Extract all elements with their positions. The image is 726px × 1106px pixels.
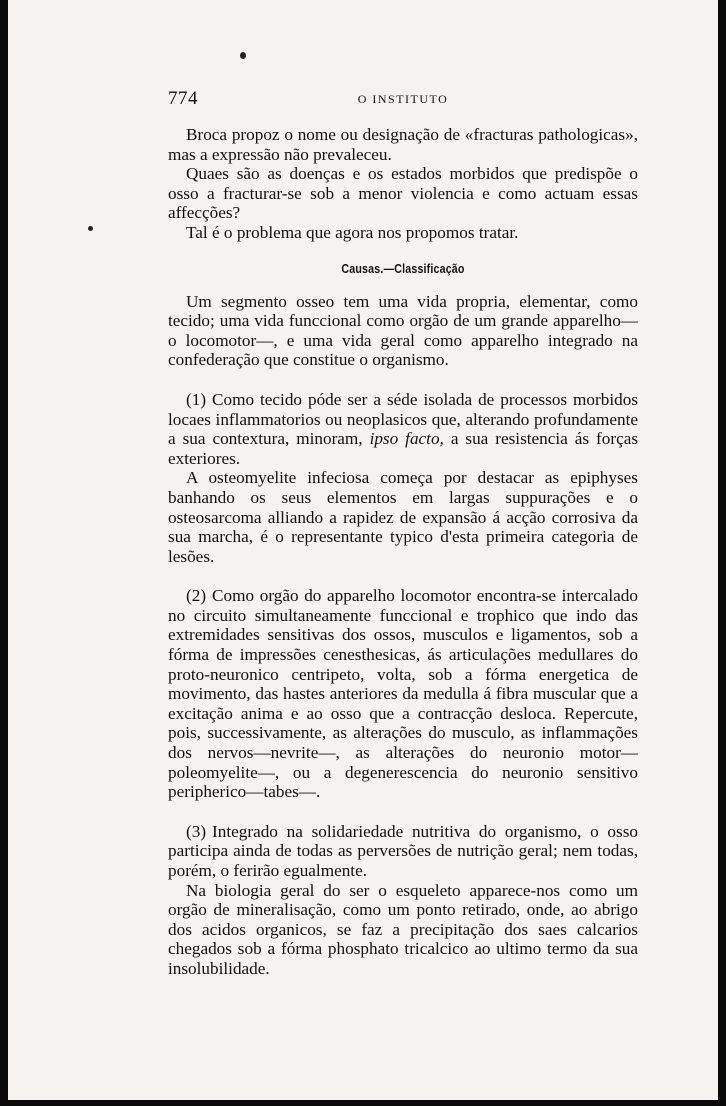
page-number: 774 <box>168 88 198 109</box>
intro-paragraph-3: Tal é o problema que agora nos propomos tratar. <box>186 222 519 242</box>
ink-speck <box>240 52 246 59</box>
item-1-text-after: a sua resistencia ás forças exteriores. <box>168 429 639 468</box>
item-2-paragraph <box>168 586 638 802</box>
item-3-followup: Na biologia geral do ser o esqueleto apparece-nos como um orgão de mineralisação, como um ponto retirado, onde, ao abrigo dos acidos organicos, se faz a precipitação dos saes calcarios chegados sob a fórma phosphato tricalcico ao ultimo termo da sua insolubilidade. <box>168 880 638 978</box>
item-2-text: Como orgão do apparelho locomotor encontra-se intercalado no circuito simultaneamente funccional e trophico que indo das extremidades sensitivas dos ossos, musculos e ligamentos, sob a fórma de impressões cenesthesicas, ás articulações medullares do proto-neuronico centripeto, volta, sob a fórma energetica de movimento, das hastes anteriores da medulla á fibra muscular que a excitação anima e ao osso que a contracção desloca. Repercute, pois, successivamente, as alterações do musculo, as inflammações dos nervos—nevrite—, as alterações do neuronio motor—poleomyelite—, ou a degenerescencia do neuronio sensitivo peripherico—tabes—. <box>168 586 638 802</box>
page-header <box>168 88 638 112</box>
running-head: O INSTITUTO <box>357 92 449 106</box>
ink-speck <box>88 226 93 231</box>
item-1-text-before: Como tecido póde ser a séde isolada de processos morbidos locaes inflammatorios ou neoplasicos que, alterando profundamente a sua contextura, minoram, <box>168 389 638 449</box>
intro-paragraph-1: Broca propoz o nome ou designação de «fracturas pathologicas», mas a expressão não prevaleceu. <box>168 125 638 164</box>
item-2-marker: (2) <box>186 586 207 606</box>
item-3-marker: (3) <box>186 821 207 841</box>
segment-paragraph: Um segmento osseo tem uma vida propria, elementar, como tecido; uma vida funccional como orgão de um grande apparelho—o locomotor—, e uma vida geral como apparelho integrado na confederação que constitue o organismo. <box>168 291 638 370</box>
item-3-paragraph <box>168 822 638 881</box>
item-3-text: Integrado na solidariedade nutritiva do organismo, o osso participa ainda de todas as perversões de nutrição geral; nem todas, porém, o ferirão egualmente. <box>168 821 638 880</box>
page-body <box>168 125 638 979</box>
section-heading: Causas.—Classificação <box>341 260 465 276</box>
item-1-marker: (1) <box>186 389 207 409</box>
item-1-paragraph <box>168 390 638 468</box>
intro-paragraph-2: Quaes são as doenças e os estados morbidos que predispõe o osso a fracturar-se sob a menor violencia e como actuam essas affecções? <box>168 164 638 223</box>
item-1-followup: A osteomyelite infeciosa começa por destacar as epiphyses banhando os seus elementos em largas suppurações e o osteosarcoma alliando a rapidez de expansão á acção corrosiva da sua marcha, é o representante typico d'esta primeira categoria de lesões. <box>168 468 638 566</box>
item-1-italic: ipso facto, <box>369 429 444 449</box>
